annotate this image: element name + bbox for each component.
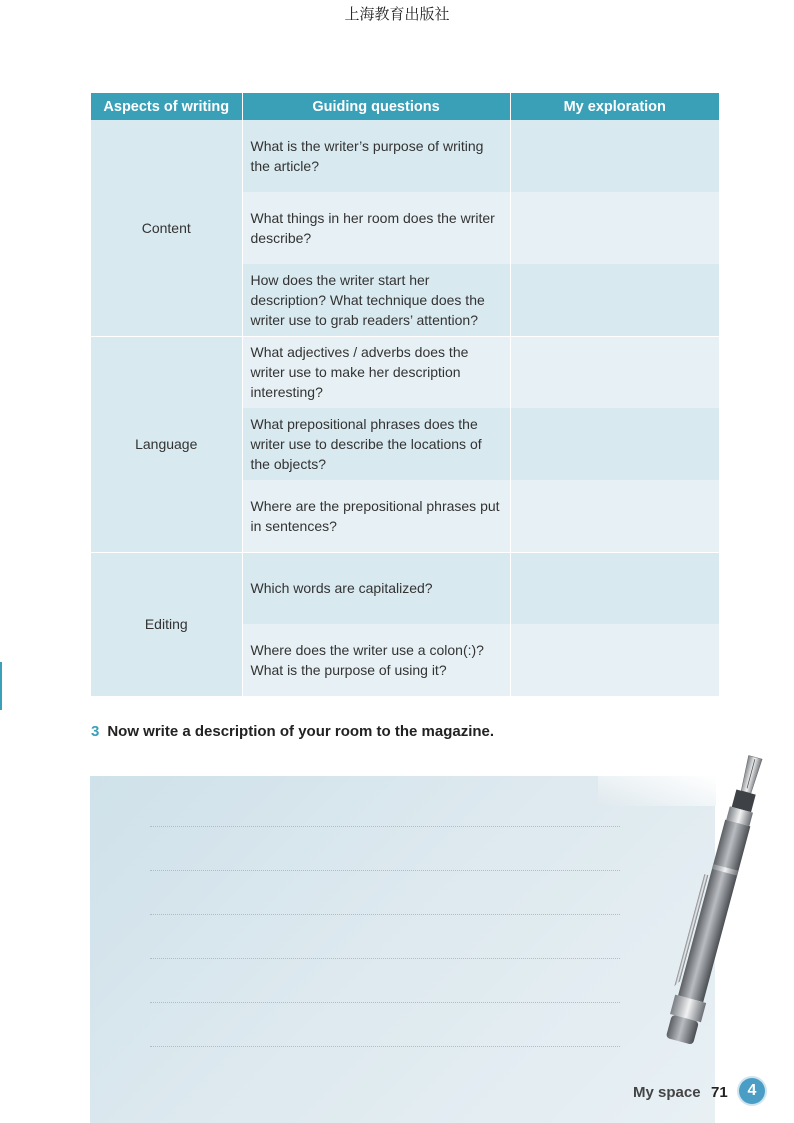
exploration-cell[interactable] — [510, 408, 719, 480]
question-cell: What adjectives / adverbs does the writer use to make her description interesting? — [242, 336, 510, 408]
exploration-cell[interactable] — [510, 336, 719, 408]
exploration-cell[interactable] — [510, 120, 719, 192]
header-aspects: Aspects of writing — [91, 93, 242, 120]
question-cell: Where does the writer use a colon(:)? What is the purpose of using it? — [242, 624, 510, 696]
margin-marker — [0, 662, 2, 710]
writing-line[interactable] — [150, 914, 620, 915]
writing-line[interactable] — [150, 1002, 620, 1003]
table-row — [91, 336, 719, 408]
question-cell: What prepositional phrases does the writer use to describe the locations of the objects? — [242, 408, 510, 480]
page-number: 71 — [711, 1084, 728, 1101]
question-cell: Where are the prepositional phrases put in sentences? — [242, 480, 510, 552]
exploration-cell[interactable] — [510, 264, 719, 336]
writing-line[interactable] — [150, 826, 620, 827]
question-cell: How does the writer start her description? What technique does the writer use to grab readers’ attention? — [242, 264, 510, 336]
task-number: 3 — [91, 723, 100, 740]
exploration-cell[interactable] — [510, 192, 719, 264]
exploration-cell[interactable] — [510, 552, 719, 624]
question-cell: What things in her room does the writer describe? — [242, 192, 510, 264]
table-row — [91, 120, 719, 192]
fountain-pen-icon — [660, 748, 770, 1068]
writing-paper — [90, 776, 715, 1123]
guiding-questions-table — [91, 93, 719, 697]
header-exploration: My exploration — [510, 93, 719, 120]
unit-badge: 4 — [739, 1078, 765, 1104]
task-instruction — [91, 723, 494, 740]
table-header-row — [91, 93, 719, 120]
task-text: Now write a description of your room to the magazine. — [107, 723, 495, 740]
question-cell: What is the writer’s purpose of writing the article? — [242, 120, 510, 192]
publisher-name: 上海教育出版社 — [344, 5, 450, 23]
footer-unit-title: My space — [633, 1084, 701, 1101]
table-row — [91, 552, 719, 624]
aspect-language: Language — [91, 336, 242, 552]
writing-line[interactable] — [150, 1046, 620, 1047]
aspect-editing: Editing — [91, 552, 242, 696]
writing-line[interactable] — [150, 870, 620, 871]
exploration-cell[interactable] — [510, 480, 719, 552]
aspect-content: Content — [91, 120, 242, 336]
question-cell: Which words are capitalized? — [242, 552, 510, 624]
exploration-cell[interactable] — [510, 624, 719, 696]
header-questions: Guiding questions — [242, 93, 510, 120]
writing-line[interactable] — [150, 958, 620, 959]
